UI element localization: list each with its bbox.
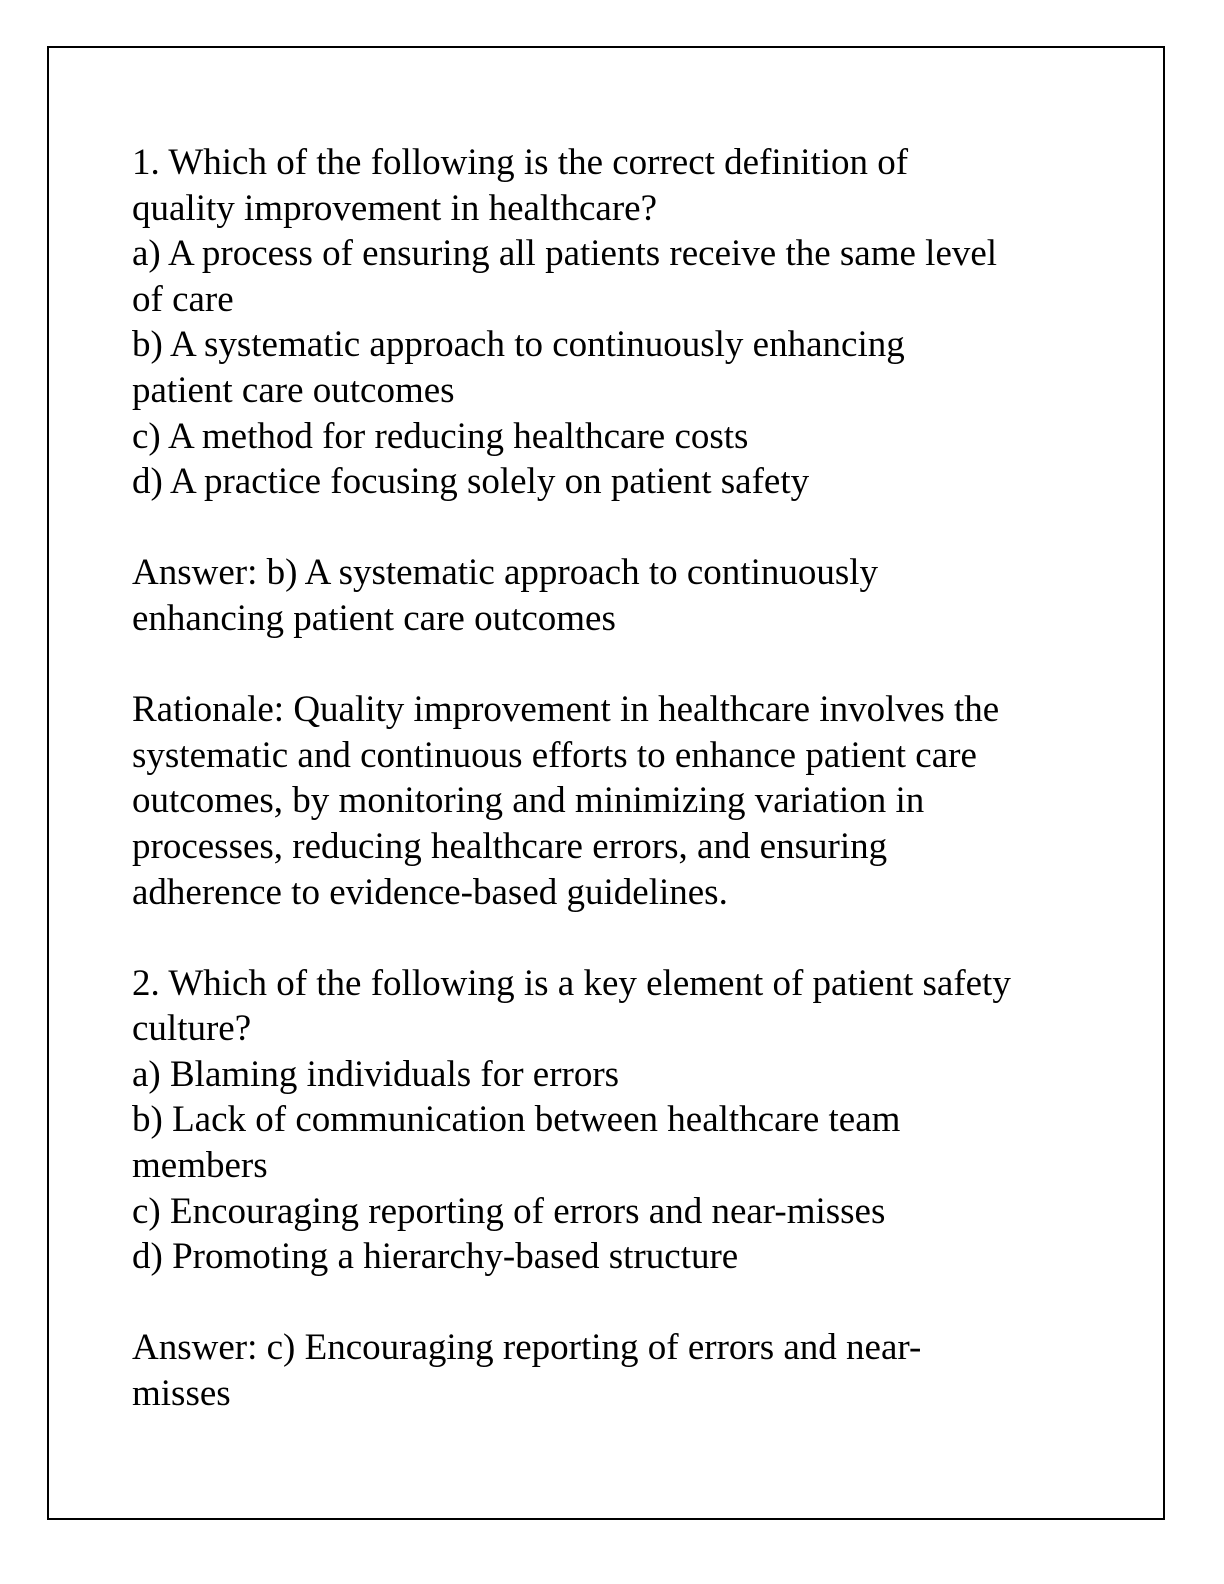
question-line: 2. Which of the following is a key element of patient safety (132, 962, 1011, 1004)
question-line: 1. Which of the following is the correct definition of (132, 142, 909, 183)
option-line: c) A method for reducing healthcare costs (132, 415, 749, 457)
option-line: of care (132, 278, 234, 320)
option-line: c) Encouraging reporting of errors and near-misses (132, 1190, 886, 1232)
answer-line: misses (132, 1373, 231, 1415)
option-line: patient care outcomes (132, 369, 455, 411)
document-body (132, 140, 1092, 1417)
option-line: a) A process of ensuring all patients receive the same level (132, 233, 998, 275)
rationale-line: systematic and continuous efforts to enhance patient care (132, 734, 977, 776)
option-line: b) Lack of communication between healthcare team (132, 1099, 901, 1141)
answer-line: Answer: c) Encouraging reporting of errors and near- (132, 1327, 922, 1369)
paragraph-gap (132, 915, 1092, 961)
answer-line: enhancing patient care outcomes (132, 597, 616, 639)
question-1-options (132, 231, 1092, 505)
rationale-line: processes, reducing healthcare errors, and ensuring (132, 825, 888, 867)
rationale-line: outcomes, by monitoring and minimizing variation in (132, 780, 925, 822)
question-2-text (132, 961, 1092, 1052)
question-2-answer (132, 1325, 1092, 1416)
option-line: d) Promoting a hierarchy-based structure (132, 1236, 739, 1278)
question-1-text (132, 140, 1092, 231)
question-2-options (132, 1052, 1092, 1280)
rationale-line: Rationale: Quality improvement in healthcare involves the (132, 689, 1000, 731)
question-line: culture? (132, 1008, 252, 1050)
paragraph-gap (132, 1280, 1092, 1326)
question-2 (132, 961, 1092, 1417)
answer-line: Answer: b) A systematic approach to continuously (132, 552, 879, 594)
question-line: quality improvement in healthcare? (132, 187, 657, 229)
rationale-line: adherence to evidence-based guidelines. (132, 871, 728, 913)
option-line: d) A practice focusing solely on patient safety (132, 461, 810, 503)
option-line: a) Blaming individuals for errors (132, 1053, 620, 1095)
question-1-rationale (132, 687, 1092, 915)
paragraph-gap (132, 642, 1092, 688)
paragraph-gap (132, 505, 1092, 551)
option-line: members (132, 1145, 268, 1187)
option-line: b) A systematic approach to continuously enhancing (132, 324, 905, 366)
question-1 (132, 140, 1092, 915)
question-1-answer (132, 550, 1092, 641)
